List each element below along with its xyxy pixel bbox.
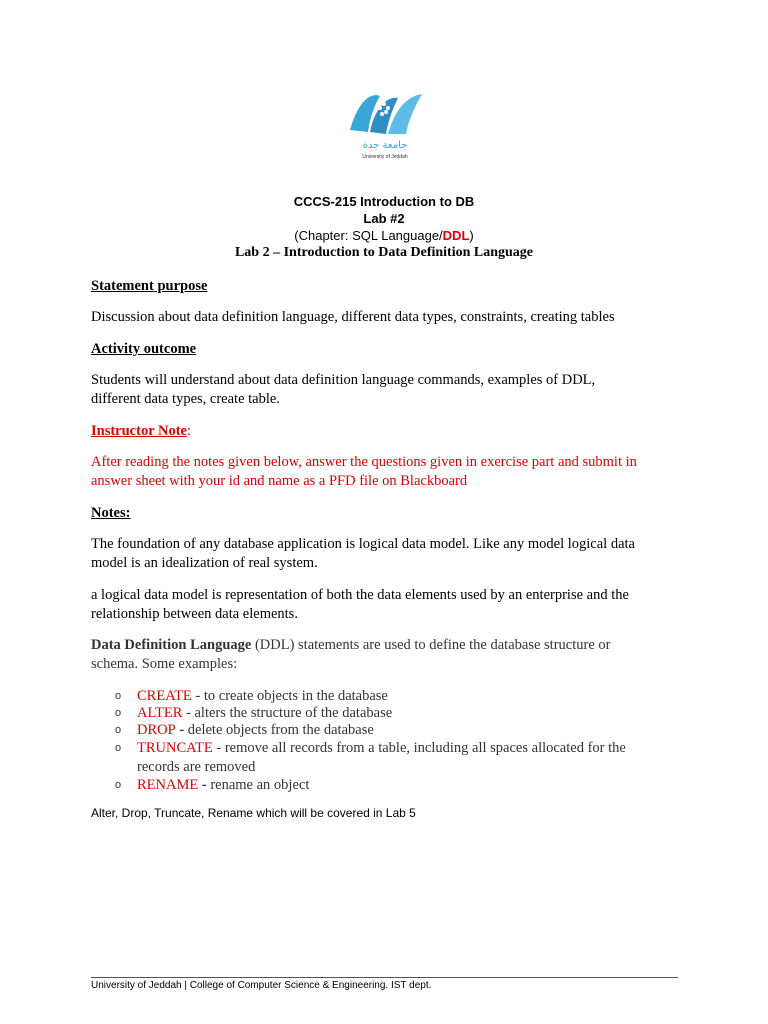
command-term: DROP bbox=[137, 722, 176, 738]
list-item-rename bbox=[91, 776, 691, 795]
bullet: o bbox=[115, 724, 122, 736]
outcome-line-2: different data types, create table. bbox=[91, 391, 280, 407]
ddl-rest: (DDL) statements are used to define the database structure or bbox=[251, 637, 611, 653]
outcome-heading: Activity outcome bbox=[91, 341, 197, 357]
ddl-line-2: schema. Some examples: bbox=[91, 656, 238, 672]
command-sep: - bbox=[175, 722, 188, 738]
ddl-bold: Data Definition Language bbox=[91, 637, 252, 653]
chapter-highlight: DDL bbox=[442, 228, 470, 243]
university-logo bbox=[340, 82, 430, 162]
instructor-line-2: answer sheet with your id and name as a PFD file on Blackboard bbox=[91, 473, 468, 489]
command-term: RENAME bbox=[137, 777, 199, 793]
instructor-line-1: After reading the notes given below, answer the questions given in exercise part and submit in bbox=[91, 454, 637, 470]
outcome-line-1: Students will understand about data definition language commands, examples of DDL, bbox=[91, 372, 596, 388]
notes-p2-line-1: a logical data model is representation of both the data elements used by an enterprise and the bbox=[91, 587, 629, 603]
command-sep: - bbox=[198, 777, 211, 793]
command-term: ALTER bbox=[137, 705, 183, 721]
command-desc-cont: records are removed bbox=[137, 759, 256, 775]
chapter-line bbox=[0, 227, 768, 244]
chapter-suffix: ) bbox=[469, 228, 474, 243]
bullet: o bbox=[115, 779, 122, 791]
bullet: o bbox=[115, 742, 122, 754]
chapter-prefix: (Chapter: SQL Language/ bbox=[294, 228, 443, 243]
notes-p1-line-1: The foundation of any database application is logical data model. Like any model logical data bbox=[91, 536, 635, 552]
ddl-line-1 bbox=[91, 636, 691, 655]
bullet: o bbox=[115, 690, 122, 702]
bullet: o bbox=[115, 707, 122, 719]
notes-p1-line-2: model is an idealization of real system. bbox=[91, 555, 318, 571]
command-sep: - bbox=[182, 705, 195, 721]
lab-title: Lab 2 – Introduction to Data Definition Language bbox=[234, 245, 534, 260]
purpose-heading: Statement purpose bbox=[91, 278, 208, 294]
lab-number: Lab #2 bbox=[363, 211, 405, 226]
command-term: TRUNCATE bbox=[137, 740, 213, 756]
list-item-drop bbox=[91, 721, 691, 740]
logo-caption: University of Jeddah bbox=[362, 154, 408, 160]
list-item-truncate bbox=[91, 739, 691, 777]
instructor-heading bbox=[91, 422, 691, 441]
command-desc: remove all records from a table, including all spaces allocated for the bbox=[224, 740, 626, 756]
command-sep: - bbox=[212, 740, 225, 756]
command-list bbox=[91, 687, 691, 795]
notes-heading: Notes: bbox=[91, 505, 131, 521]
command-desc: rename an object bbox=[210, 777, 310, 793]
command-desc: delete objects from the database bbox=[187, 722, 374, 738]
footer-text: University of Jeddah | College of Computer Science & Engineering. IST dept. bbox=[91, 980, 432, 991]
footer-divider bbox=[91, 977, 678, 978]
instructor-colon: : bbox=[186, 423, 192, 439]
command-sep: - bbox=[191, 688, 204, 704]
course-title: CCCS-215 Introduction to DB bbox=[293, 194, 475, 209]
command-desc: to create objects in the database bbox=[203, 688, 388, 704]
command-desc: alters the structure of the database bbox=[194, 705, 393, 721]
logo-arabic-text: جامعة جدة bbox=[362, 140, 408, 151]
command-term: CREATE bbox=[137, 688, 192, 704]
purpose-text: Discussion about data definition language, different data types, constraints, creating tables bbox=[91, 309, 615, 325]
covered-note: Alter, Drop, Truncate, Rename which will be covered in Lab 5 bbox=[91, 806, 416, 820]
notes-p2-line-2: relationship between data elements. bbox=[91, 606, 298, 622]
instructor-heading-label: Instructor Note bbox=[91, 423, 187, 439]
